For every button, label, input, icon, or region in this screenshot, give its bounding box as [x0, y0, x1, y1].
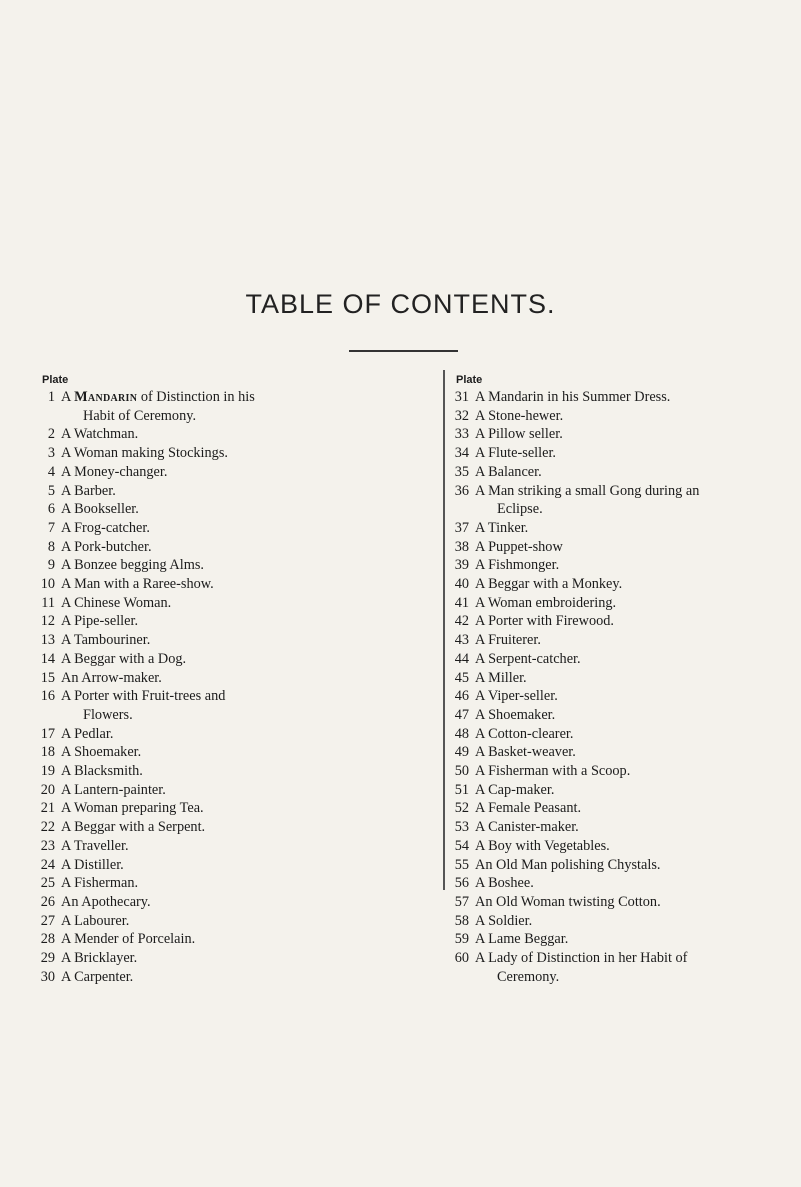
contents-entry [454, 482, 794, 501]
contents-entry [454, 762, 794, 781]
contents-entry [454, 781, 794, 800]
entry-title: A Canister-maker. [475, 819, 579, 836]
entry-title: A Fisherman with a Scoop. [475, 763, 631, 780]
plate-number: 36 [454, 482, 469, 499]
contents-entry [454, 725, 794, 744]
plate-number: 39 [454, 557, 469, 574]
plate-number: 13 [40, 632, 55, 649]
contents-entry [454, 799, 794, 818]
contents-entry [40, 799, 425, 818]
plate-number: 33 [454, 426, 469, 443]
contents-entry [454, 743, 794, 762]
contents-entry [40, 893, 425, 912]
entry-title: A Shoemaker. [475, 706, 556, 723]
contents-entry [40, 725, 425, 744]
plate-number: 41 [454, 594, 469, 611]
entry-title: A Pedlar. [61, 725, 114, 742]
plate-number: 6 [47, 501, 55, 518]
plate-number: 37 [454, 519, 469, 536]
contents-entry [40, 500, 425, 519]
contents-entry [454, 837, 794, 856]
entry-title: A Pork-butcher. [61, 538, 152, 555]
entry-title: A Soldier. [475, 912, 533, 929]
entry-title: A Beggar with a Monkey. [475, 576, 623, 593]
contents-entry [454, 930, 794, 949]
entry-title: A Pillow seller. [475, 426, 563, 443]
contents-entry [454, 687, 794, 706]
entry-title: A Stone-hewer. [475, 407, 564, 424]
entry-title: A Woman making Stockings. [61, 445, 228, 462]
contents-entry [40, 949, 425, 968]
entry-title: A Fruiterer. [475, 632, 541, 649]
contents-entry [454, 912, 794, 931]
entry-title: A Carpenter. [61, 968, 134, 985]
entry-title: A Bricklayer. [61, 950, 138, 967]
plate-number: 22 [40, 819, 55, 836]
contents-entry [40, 631, 425, 650]
contents-entry [40, 874, 425, 893]
contents-entry [40, 818, 425, 837]
entry-title: A Tinker. [475, 519, 529, 536]
contents-entry [40, 687, 425, 706]
entry-title: An Old Woman twisting Cotton. [475, 893, 661, 910]
plate-number: 53 [454, 819, 469, 836]
plate-number: 14 [40, 650, 55, 667]
plate-number: 21 [40, 800, 55, 817]
entry-title: A Fisherman. [61, 875, 139, 892]
plate-number: 52 [454, 800, 469, 817]
plate-number: 29 [40, 950, 55, 967]
contents-entry [454, 612, 794, 631]
contents-entry [40, 425, 425, 444]
contents-entry [40, 669, 425, 688]
entry-title: A Flute-seller. [475, 445, 557, 462]
entry-title: A Bookseller. [61, 501, 139, 518]
contents-entry [454, 575, 794, 594]
plate-number: 4 [47, 463, 55, 480]
contents-entry [454, 425, 794, 444]
plate-number: 5 [47, 482, 55, 499]
plate-number: 34 [454, 445, 469, 462]
entry-title: A Boshee. [475, 875, 534, 892]
plate-number: 16 [40, 688, 55, 705]
plate-number: 11 [41, 594, 55, 611]
plate-number: 50 [454, 763, 469, 780]
entry-title: A Woman embroidering. [475, 594, 617, 611]
entry-keyword: Mandarin [74, 389, 138, 405]
entry-title: A Basket-weaver. [475, 744, 576, 761]
contents-entry [40, 743, 425, 762]
plate-number: 8 [47, 538, 55, 555]
plate-number: 48 [454, 725, 469, 742]
entry-title: A Boy with Vegetables. [475, 837, 610, 854]
entry-title: A Pipe-seller. [61, 613, 139, 630]
entry-title: An Arrow-maker. [61, 669, 162, 686]
entry-article: A [61, 389, 71, 405]
entry-title: A Labourer. [61, 912, 130, 929]
entry-title: A Barber. [61, 482, 116, 499]
contents-entry [40, 762, 425, 781]
entry-title: A Fishmonger. [475, 557, 560, 574]
entry-title: A Chinese Woman. [61, 594, 172, 611]
contents-entry [40, 519, 425, 538]
entry-title: A Miller. [475, 669, 527, 686]
entry-title: A Tambouriner. [61, 632, 151, 649]
contents-column-left [40, 372, 425, 987]
contents-entry [40, 444, 425, 463]
entry-title: A Bonzee begging Alms. [61, 557, 204, 574]
entry-title: A Distiller. [61, 856, 124, 873]
entry-title: A Watchman. [61, 426, 139, 443]
contents-entry [40, 538, 425, 557]
entry-title: A Man striking a small Gong during an [475, 482, 700, 499]
plate-number: 3 [47, 445, 55, 462]
contents-entry [40, 594, 425, 613]
page-title: TABLE OF CONTENTS. [245, 289, 556, 319]
contents-entry [40, 388, 425, 407]
entry-title: A Puppet-show [475, 538, 563, 555]
plate-number: 9 [47, 557, 55, 574]
entry-title: A Cap-maker. [475, 781, 555, 798]
plate-number: 54 [454, 837, 469, 854]
plate-number: 40 [454, 576, 469, 593]
plate-number: 43 [454, 632, 469, 649]
plate-number: 18 [40, 744, 55, 761]
contents-entry [454, 388, 794, 407]
contents-entry [40, 968, 425, 987]
entry-title: A Woman preparing Tea. [61, 800, 204, 817]
plate-number: 59 [454, 931, 469, 948]
contents-column-right [454, 372, 794, 987]
entry-title: A Blacksmith. [61, 763, 143, 780]
plate-column-label: Plate [42, 374, 69, 386]
entry-title: A Serpent-catcher. [475, 650, 581, 667]
contents-entry [40, 856, 425, 875]
plate-number: 2 [47, 426, 55, 443]
contents-entry [40, 912, 425, 931]
entry-title: A Cotton-clearer. [475, 725, 574, 742]
contents-entry [454, 556, 794, 575]
entry-continuation: Flowers. [83, 706, 133, 723]
contents-entry [454, 856, 794, 875]
plate-number: 35 [454, 463, 469, 480]
plate-number: 56 [454, 875, 469, 892]
entry-title: A Porter with Firewood. [475, 613, 614, 630]
contents-entry [40, 930, 425, 949]
entry-title: A Money-changer. [61, 463, 168, 480]
entry-title: An Apothecary. [61, 893, 151, 910]
plate-number: 44 [454, 650, 469, 667]
entry-title: A Mandarin in his Summer Dress. [475, 389, 671, 405]
entry-title: A Man with a Raree-show. [61, 576, 214, 593]
contents-entry [40, 781, 425, 800]
contents-entry [454, 519, 794, 538]
contents-entry [454, 631, 794, 650]
contents-entry [454, 874, 794, 893]
entry-title: A Lady of Distinction in her Habit of [475, 950, 688, 967]
plate-number: 27 [40, 912, 55, 929]
contents-entry [40, 556, 425, 575]
contents-entry [454, 893, 794, 912]
entry-list-right [454, 388, 794, 987]
plate-number: 24 [40, 856, 55, 873]
entry-list-left [40, 388, 425, 987]
plate-number: 57 [454, 893, 469, 910]
entry-continuation: Habit of Ceremony. [83, 407, 197, 424]
contents-entry [40, 650, 425, 669]
contents-entry [454, 818, 794, 837]
plate-number: 30 [40, 968, 55, 985]
title-rule [349, 350, 458, 352]
plate-number: 49 [454, 744, 469, 761]
entry-continuation: Ceremony. [497, 968, 560, 985]
plate-number: 23 [40, 837, 55, 854]
plate-number: 58 [454, 912, 469, 929]
entry-title: A Lame Beggar. [475, 931, 569, 948]
entry-title: A Female Peasant. [475, 800, 582, 817]
entry-title-rest: of Distinction in his [137, 389, 255, 405]
plate-number: 31 [454, 389, 469, 405]
column-divider [443, 370, 445, 890]
entry-continuation: Eclipse. [497, 501, 543, 518]
plate-number: 45 [454, 669, 469, 686]
contents-entry [454, 407, 794, 426]
plate-number: 32 [454, 407, 469, 424]
entry-title: A Viper-seller. [475, 688, 558, 705]
plate-number: 25 [40, 875, 55, 892]
entry-title: A Traveller. [61, 837, 129, 854]
plate-number: 12 [40, 613, 55, 630]
plate-number: 47 [454, 706, 469, 723]
entry-title: A Balancer. [475, 463, 542, 480]
contents-entry [40, 837, 425, 856]
contents-entry [40, 575, 425, 594]
contents-entry [454, 706, 794, 725]
contents-entry [40, 482, 425, 501]
plate-number: 19 [40, 763, 55, 780]
contents-entry [40, 612, 425, 631]
contents-entry [454, 949, 794, 968]
plate-number: 26 [40, 893, 55, 910]
plate-number: 60 [454, 950, 469, 967]
plate-number: 51 [454, 781, 469, 798]
plate-number: 15 [40, 669, 55, 686]
contents-entry [454, 463, 794, 482]
plate-number: 28 [40, 931, 55, 948]
contents-entry [454, 594, 794, 613]
entry-title: A Lantern-painter. [61, 781, 166, 798]
entry-title [55, 388, 425, 407]
contents-entry [40, 463, 425, 482]
entry-title: A Beggar with a Serpent. [61, 819, 206, 836]
plate-number: 7 [47, 519, 55, 536]
entry-title: A Frog-catcher. [61, 519, 150, 536]
contents-entry [454, 444, 794, 463]
entry-title: A Beggar with a Dog. [61, 650, 187, 667]
plate-number: 55 [454, 856, 469, 873]
entry-title: A Mender of Porcelain. [61, 931, 196, 948]
plate-number: 46 [454, 688, 469, 705]
plate-number: 42 [454, 613, 469, 630]
contents-entry [454, 669, 794, 688]
plate-number: 17 [40, 725, 55, 742]
entry-title: An Old Man polishing Chystals. [475, 856, 661, 873]
plate-number: 1 [47, 389, 55, 405]
plate-number: 10 [40, 576, 55, 593]
entry-title: A Shoemaker. [61, 744, 142, 761]
plate-number: 20 [40, 781, 55, 798]
contents-entry [454, 538, 794, 557]
entry-title: A Porter with Fruit-trees and [61, 688, 226, 705]
plate-number: 38 [454, 538, 469, 555]
contents-entry [454, 650, 794, 669]
plate-column-label: Plate [456, 374, 483, 386]
